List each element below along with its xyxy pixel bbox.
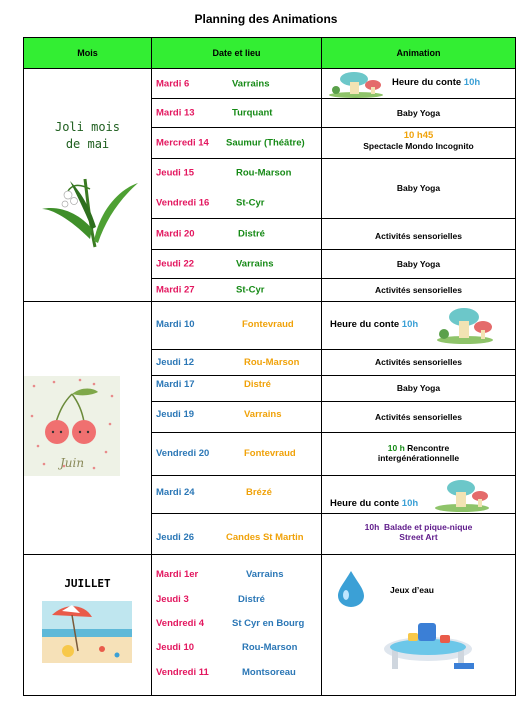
list-item: Baby Yoga xyxy=(322,376,515,402)
list-item: Baby Yoga xyxy=(322,250,515,279)
mai-dates xyxy=(152,69,322,302)
header-animation: Animation xyxy=(322,38,516,69)
list-item: Mardi 17 Distré xyxy=(152,376,321,402)
header-row xyxy=(24,38,516,69)
list-item: Baby Yoga xyxy=(322,99,515,128)
list-item xyxy=(322,69,515,99)
mushroom-house-icon xyxy=(328,70,384,98)
list-item: Jeudi 12 Rou-Marson xyxy=(152,350,321,376)
list-item: Jeudi 19 Varrains xyxy=(152,402,321,433)
list-item: Heure du conte 10h xyxy=(322,476,515,514)
list-item: Activités sensorielles xyxy=(375,285,462,295)
list-item: Baby Yoga xyxy=(322,159,515,219)
page-title: Planning des Animations xyxy=(194,12,338,26)
water-table-icon xyxy=(378,615,478,675)
month-juin xyxy=(24,302,152,555)
list-item-place: Varrains xyxy=(246,569,284,580)
juin-animations xyxy=(322,302,516,555)
juin-label: Juin xyxy=(60,456,85,470)
list-item: 10h Balade et pique-nique Street Art xyxy=(364,522,473,542)
planning-table xyxy=(23,37,516,696)
list-item: Mardi 24 Brézé xyxy=(152,476,321,514)
anim-time: 10h xyxy=(463,77,481,88)
mushroom-house-icon xyxy=(436,306,494,344)
list-item-place: Montsoreau xyxy=(242,667,296,678)
list-item: Mercredi 14 Saumur (Théâtre) xyxy=(152,128,321,159)
juin-dates xyxy=(152,302,322,555)
list-item: Heure du conte 10h xyxy=(322,302,515,350)
list-item: Mardi 20 Distré xyxy=(152,219,321,250)
water-drop-icon xyxy=(336,569,366,607)
anim-label: Heure du conte xyxy=(392,77,462,88)
list-item: Jeudi 22 Varrains xyxy=(152,250,321,279)
list-item: 10 h Rencontre intergénérationnelle xyxy=(322,433,515,476)
list-item-day: Jeudi 3 xyxy=(156,594,189,605)
list-item-place: St Cyr en Bourg xyxy=(232,618,305,629)
juillet-animations xyxy=(322,555,516,696)
list-item-day: Vendredi 11 xyxy=(156,667,209,678)
list-item: Mardi 10 Fontevraud xyxy=(152,302,321,350)
list-item-day: Mardi 1er xyxy=(156,569,199,580)
list-item: Vendredi 16 St-Cyr xyxy=(152,188,321,219)
list-item-day: Vendredi 4 xyxy=(156,618,205,629)
beach-icon xyxy=(42,601,132,663)
header-mois: Mois xyxy=(24,38,152,69)
mai-label-line2: de mai xyxy=(65,137,110,151)
list-item: Vendredi 20 Fontevraud xyxy=(152,433,321,476)
list-item-place: Rou-Marson xyxy=(242,642,298,653)
mai-label-line1: Joli mois xyxy=(54,120,121,134)
month-juillet xyxy=(24,555,152,696)
list-item-place: Distré xyxy=(238,594,265,605)
list-item: Mardi 27 St-Cyr xyxy=(156,284,265,296)
list-item: Activités sensorielles xyxy=(322,350,515,376)
list-item: Jeudi 15 Rou-Marson xyxy=(156,167,292,179)
header-date: Date et lieu xyxy=(152,38,322,69)
mushroom-house-icon xyxy=(434,478,490,512)
lily-of-the-valley-icon xyxy=(40,169,140,249)
juillet-label: JUILLET xyxy=(64,577,111,590)
list-item: Jeudi 26 Candes St Martin xyxy=(156,532,304,543)
anim-label: Jeux d’eau xyxy=(390,585,434,595)
list-item-day: Jeudi 10 xyxy=(156,642,195,653)
mai-animations xyxy=(322,69,516,302)
list-item: Activités sensorielles xyxy=(322,219,515,250)
list-item: 10 h45 Spectacle Mondo Incognito xyxy=(322,128,515,159)
list-item: Mardi 6 Varrains xyxy=(152,69,321,99)
list-item: Activités sensorielles xyxy=(322,402,515,433)
month-mai xyxy=(24,69,152,302)
juillet-dates xyxy=(152,555,322,696)
list-item: Mardi 13 Turquant xyxy=(152,99,321,128)
